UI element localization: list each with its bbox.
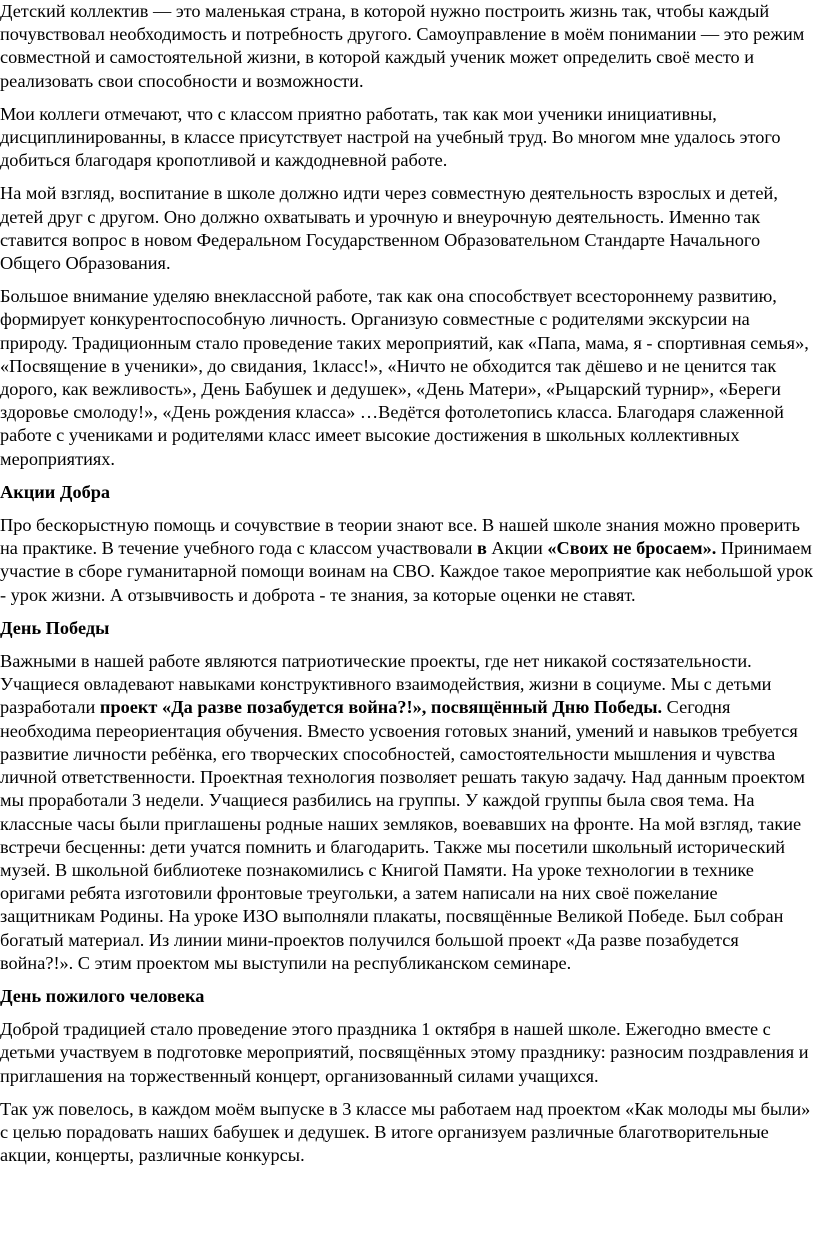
paragraph-colleagues: Мои коллеги отмечают, что с классом приятно работать, так как мои ученики инициативны, дисциплинированны, в классе присутствует настрой на учебный труд. Во многом мне удалось этого добиться благодаря кропотливой и каждодневной работе. bbox=[0, 103, 781, 171]
paragraph-victory-project bbox=[0, 650, 813, 975]
bold-run: в bbox=[476, 538, 487, 559]
text-run: Принимаем участие в сборе гуманитарной помощи воинам на СВО. Каждое такое мероприятие как небольшой урок - урок жизни. А отзывчивость и доброта - те знания, за которые оценки не ставят. bbox=[0, 538, 813, 605]
paragraph-elderly-day: Доброй традицией стало проведение этого праздника 1 октября в нашей школе. Ежегодно вместе с детьми участвуем в подготовке мероприятий, посвящённых этому празднику: разносим поздравления и приглашения на торжественный концерт, организованный силами учащихся. bbox=[0, 1019, 809, 1086]
text-run: Про бескорыстную помощь и сочувствие в теории знают все. В нашей школе знания можно проверить на практике. В течение учебного года с классом участвовали bbox=[0, 515, 800, 559]
heading-victory-day: День Победы bbox=[0, 617, 110, 638]
heading-elderly-day: День пожилого человека bbox=[0, 985, 205, 1006]
paragraph-kindness bbox=[0, 514, 813, 607]
paragraph-extracurricular: Большое внимание уделяю внеклассной работе, так как она способствует всестороннему развитию, формирует конкурентоспособную личность. Организую совместные с родителями экскурсии на природу. Традиционным стало проведение таких мероприятий, как «Папа, мама, я - спортивная семья», «Посвящение в ученики», до свидания, 1класс!», «Ничто не обходится так дёшево и не ценится так дорого, как вежливость», День Бабушек и дедушек», «День Матери», «Рыцарский турнир», «Береги здоровье смолоду!», «День рождения класса» …Ведётся фотолетопись класса. Благодаря слаженной работе с учениками и родителями класс имеет высокие достижения в школьных коллективных мероприятиях. bbox=[0, 286, 809, 469]
text-run: Акции bbox=[486, 538, 548, 559]
text-run: Сегодня необходима переориентация обучения. Вместо усвоения готовых знаний, умений и навыков требуется развитие личности ребёнка, его творческих способностей, самостоятельности мышления и чувства личной ответственности. Проектная технология позволяет решать такую задачу. Над данным проектом мы проработали 3 недели. Учащиеся разбились на группы. У каждой группы была своя тема. На классные часы были приглашены родные наших земляков, воевавших на фронте. На мой взгляд, такие встречи бесценны: дети учатся помнить и благодарить. Также мы посетили школьный исторический музей. В школьной библиотеке познакомились с Книгой Памяти. На уроке технологии в технике оригами ребята изготовили фронтовые треугольки, а затем написали на них своё пожелание защитникам Родины. На уроке ИЗО выполняли плакаты, посвящённые Великой Победе. Был собран богатый материал. Из линии мини-проектов получился большой проект «Да разве позабудется война?!». С этим проектом мы выступили на республиканском семинаре. bbox=[0, 697, 805, 973]
paragraph-how-young-we-were: Так уж повелось, в каждом моём выпуске в 3 классе мы работаем над проектом «Как молоды мы были» с целью порадовать наших бабушек и дедушек. В итоге организуем различные благотворительные акции, концерты, различные конкурсы. bbox=[0, 1098, 811, 1166]
paragraph-intro: Детский коллектив — это маленькая страна, в которой нужно построить жизнь так, чтобы каждый почувствовал необходимость и потребность другого. Самоуправление в моём понимании — это режим совместной и самостоятельной жизни, в которой каждый ученик может определить своё место и реализовать свои способности и возможности. bbox=[0, 1, 805, 91]
paragraph-upbringing: На мой взгляд, воспитание в школе должно идти через совместную деятельность взрослых и детей, детей друг с другом. Оно должно охватывать и урочную и внеурочную деятельность. Именно так ставится вопрос в новом Федеральном Государственном Образовательном Стандарте Начального Общего Образования. bbox=[0, 183, 778, 274]
bold-run: проект «Да разве позабудется война?!», посвящённый Дню Победы. bbox=[99, 697, 663, 718]
heading-kindness-actions: Акции Добра bbox=[0, 481, 111, 502]
bold-run: «Своих не бросаем». bbox=[547, 538, 717, 559]
text-run: Важными в нашей работе являются патриотические проекты, где нет никакой состязательности. Учащиеся овладевают навыками конструктивного взаимодействия, жизни в социуме. Мы с детьми разработали bbox=[0, 651, 772, 718]
